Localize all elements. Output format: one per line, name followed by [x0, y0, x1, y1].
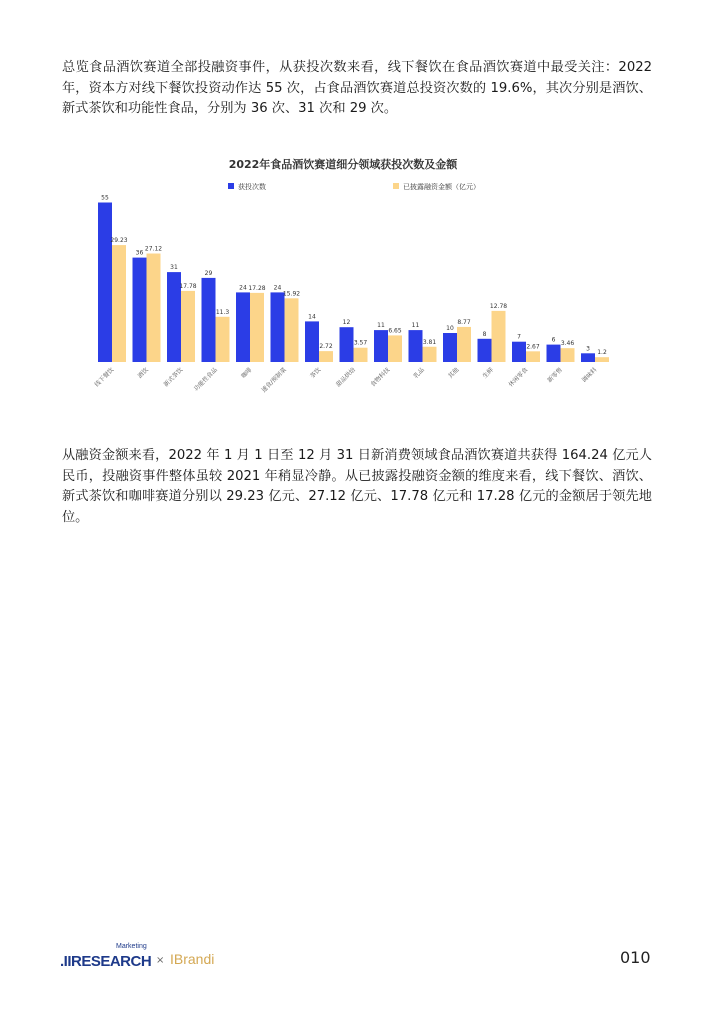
count-bar-7 — [340, 327, 354, 362]
amount-label-12: 2.67 — [526, 343, 540, 351]
legend-swatch-0 — [228, 183, 234, 189]
count-label-14: 3 — [586, 345, 590, 353]
bar-chart — [88, 150, 618, 410]
category-label-6: 茶饮 — [308, 366, 323, 380]
count-label-12: 7 — [517, 333, 521, 341]
category-label-2: 新式茶饮 — [162, 366, 185, 389]
count-label-8: 11 — [377, 322, 385, 330]
count-bar-13 — [547, 345, 561, 362]
count-bar-4 — [236, 292, 250, 362]
count-bar-9 — [409, 330, 423, 362]
category-label-3: 功能性食品 — [192, 366, 219, 393]
count-bar-1 — [133, 258, 147, 362]
count-bar-8 — [374, 330, 388, 362]
category-label-9: 乳品 — [412, 366, 426, 380]
legend-label-1: 已披露融资金额（亿元） — [403, 183, 480, 191]
count-bar-10 — [443, 333, 457, 362]
category-label-11: 生鲜 — [481, 366, 495, 380]
amount-label-13: 3.46 — [560, 340, 575, 348]
legend-label-0: 获投次数 — [238, 183, 266, 191]
category-label-14: 调味料 — [580, 366, 599, 385]
chart-bars — [98, 195, 609, 363]
count-label-5: 24 — [273, 284, 282, 292]
amount-bar-2 — [181, 291, 195, 362]
amount-label-3: 11.3 — [215, 308, 230, 316]
amount-label-2: 17.78 — [179, 282, 197, 290]
count-label-3: 29 — [204, 269, 213, 277]
amount-label-0: 29.23 — [110, 237, 128, 245]
amount-label-8: 6.65 — [388, 327, 402, 335]
category-label-13: 新零售 — [546, 366, 564, 385]
category-label-5: 速食/预制菜 — [260, 366, 288, 395]
logo-research-text: .IIRESEARCH — [60, 953, 152, 970]
amount-bar-10 — [457, 327, 471, 362]
amount-label-4: 17.28 — [248, 284, 266, 292]
chart-category-labels — [93, 366, 599, 394]
count-label-7: 12 — [342, 319, 351, 327]
amount-label-14: 1.2 — [597, 349, 607, 357]
category-label-7: 甜品烘焙 — [334, 366, 357, 389]
amount-bar-13 — [561, 348, 575, 362]
count-bar-6 — [305, 321, 319, 362]
count-label-1: 36 — [135, 249, 144, 257]
amount-label-10: 8.77 — [457, 318, 471, 326]
count-label-0: 55 — [101, 194, 109, 202]
amount-label-5: 15.92 — [282, 290, 301, 298]
chart-legend — [228, 182, 480, 191]
count-label-10: 10 — [446, 325, 454, 332]
amount-bar-3 — [216, 317, 230, 362]
logo-separator: × — [156, 955, 165, 966]
amount-bar-8 — [388, 335, 402, 362]
amount-bar-0 — [112, 245, 126, 362]
amount-bar-12 — [526, 351, 540, 362]
footer-logo — [60, 945, 260, 975]
count-label-4: 24 — [239, 284, 247, 292]
amount-bar-11 — [492, 311, 506, 362]
count-bar-11 — [478, 339, 492, 362]
category-label-8: 食物科技 — [369, 366, 392, 389]
count-bar-14 — [581, 353, 595, 362]
legend-swatch-1 — [393, 183, 399, 189]
count-bar-5 — [271, 292, 285, 362]
amount-label-7: 3.57 — [353, 339, 368, 347]
count-label-13: 6 — [551, 336, 556, 344]
category-label-10: 其他 — [446, 366, 461, 380]
count-label-11: 8 — [482, 330, 487, 338]
count-label-6: 14 — [308, 313, 316, 321]
count-bar-12 — [512, 342, 526, 362]
logo-marketing-text: Marketing — [116, 943, 147, 950]
amount-bar-1 — [147, 254, 161, 362]
amount-label-9: 3.81 — [422, 338, 437, 346]
page-number: 010 — [620, 948, 651, 967]
amount-label-6: 2.72 — [319, 343, 333, 351]
category-label-4: 咖啡 — [239, 366, 254, 380]
category-label-12: 休闲零食 — [507, 366, 530, 389]
amount-bar-7 — [354, 348, 368, 362]
funding-paragraph: 从融资金额来看，2022 年 1 月 1 日至 12 月 31 日新消费领域食品酒饮赛道共获得 164.24 亿元人民币，投融资事件整体虽较 2021 年稍显冷静。从已披露投融资金额的维度来看，线下餐饮、酒饮、新式茶饮和咖啡赛道分别以 29.23 亿元、27.12 亿元、17.78 亿元和 17.28 亿元的金额居于领先地位。 — [62, 448, 652, 525]
intro-paragraph: 总览食品酒饮赛道全部投融资事件，从获投次数来看，线下餐饮在食品酒饮赛道中最受关注：2022 年，资本方对线下餐饮投资动作达 55 次，占食品酒饮赛道总投资次数的 19.6%，其次分别是酒饮、新式茶饮和功能性食品，分别为 36 次、31 次和 29 次。 — [62, 60, 652, 116]
amount-bar-5 — [285, 298, 299, 362]
amount-bar-14 — [595, 357, 609, 362]
chart-title: 2022年食品酒饮赛道细分领域获投次数及金额 — [228, 158, 458, 171]
amount-bar-4 — [250, 293, 264, 362]
amount-label-11: 12.78 — [489, 302, 508, 310]
logo-ibrandi-text: IBrandi — [170, 951, 215, 967]
amount-bar-6 — [319, 351, 333, 362]
count-bar-3 — [202, 278, 216, 362]
count-label-2: 31 — [170, 264, 178, 272]
count-bar-0 — [98, 203, 112, 363]
amount-label-1: 27.12 — [144, 245, 163, 253]
category-label-0: 线下餐饮 — [93, 366, 116, 389]
amount-bar-9 — [423, 347, 437, 362]
category-label-1: 酒饮 — [136, 366, 150, 380]
count-label-9: 11 — [411, 322, 420, 330]
